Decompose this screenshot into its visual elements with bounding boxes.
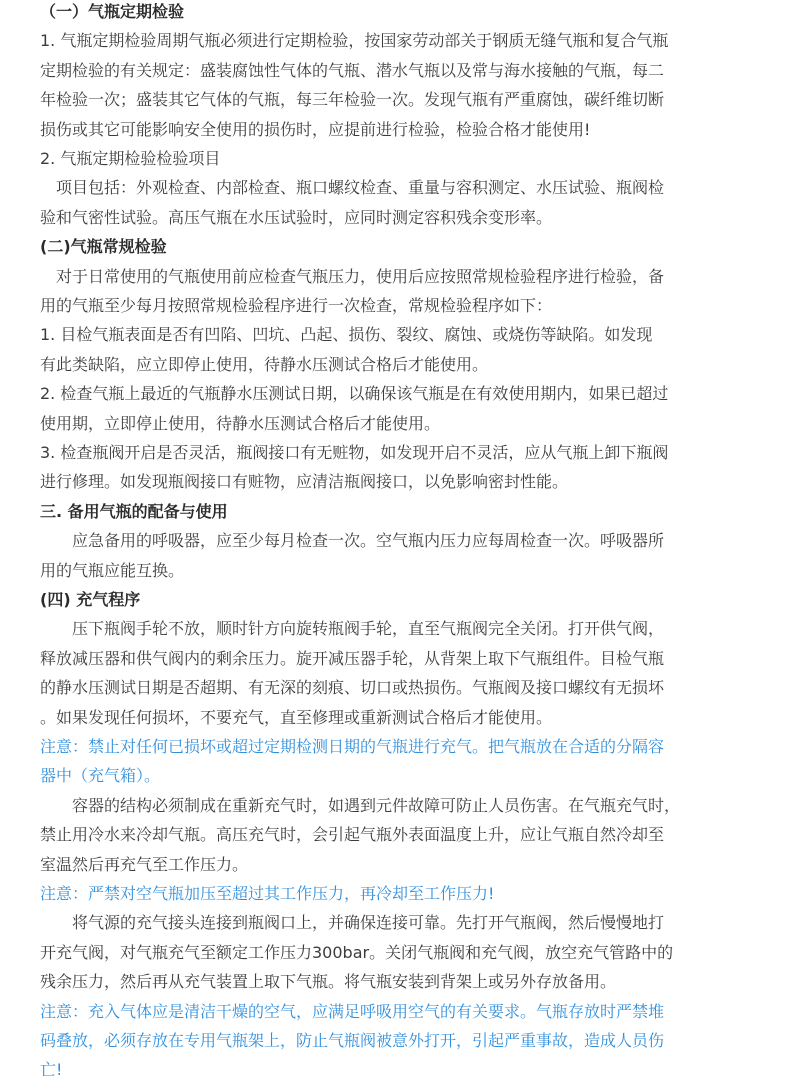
- text-line: 年检验一次；盛装其它气体的气瓶，每三年检验一次。发现气瓶有严重腐蚀，碳纤维切断: [40, 90, 665, 109]
- note-line: 注意：充入气体应是清洁干燥的空气，应满足呼吸用空气的有关要求。气瓶存放时严禁堆: [40, 1002, 665, 1021]
- text-line: 有此类缺陷，应立即停止使用，待静水压测试合格后才能使用。: [40, 355, 489, 374]
- text-line: 1. 目检气瓶表面是否有凹陷、凹坑、凸起、损伤、裂纹、腐蚀、或烧伤等缺陷。如发现: [40, 325, 653, 344]
- text-line: 释放减压器和供气阀内的剩余压力。旋开减压器手轮，从背架上取下气瓶组件。目检气瓶: [40, 649, 665, 668]
- section-heading: (二)气瓶常规检验: [40, 237, 167, 256]
- text-line: 3. 检查瓶阀开启是否灵活，瓶阀接口有无赃物，如发现开启不灵活，应从气瓶上卸下瓶阀: [40, 443, 669, 462]
- text-line: 2. 检查气瓶上最近的气瓶静水压测试日期，以确保该气瓶是在有效使用期内，如果已超过: [40, 384, 669, 403]
- text-line: 将气源的充气接头连接到瓶阀口上，并确保连接可靠。先打开气瓶阀，然后慢慢地打: [40, 913, 665, 932]
- note-line: 器中（充气箱）。: [40, 766, 161, 785]
- text-line: 禁止用冷水来冷却气瓶。高压充气时，会引起气瓶外表面温度上升，应让气瓶自然冷却至: [40, 825, 665, 844]
- text-line: 对于日常使用的气瓶使用前应检查气瓶压力，使用后应按照常规检验程序进行检验，备: [40, 267, 665, 286]
- text-line: 应急备用的呼吸器，应至少每月检查一次。空气瓶内压力应每周检查一次。呼吸器所: [40, 531, 665, 550]
- text-line: 压下瓶阀手轮不放，顺时针方向旋转瓶阀手轮，直至气瓶阀完全关闭。打开供气阀，: [40, 619, 665, 638]
- text-line: 项目包括：外观检查、内部检查、瓶口螺纹检查、重量与容积测定、水压试验、瓶阀检: [40, 178, 665, 197]
- note-line: 注意：严禁对空气瓶加压至超过其工作压力，再冷却至工作压力!: [40, 884, 495, 903]
- text-line: 1. 气瓶定期检验周期气瓶必须进行定期检验，按国家劳动部关于钢质无缝气瓶和复合气瓶: [40, 31, 669, 50]
- note-line: 注意：禁止对任何已损坏或超过定期检测日期的气瓶进行充气。把气瓶放在合适的分隔容: [40, 737, 665, 756]
- note-line: 亡!: [40, 1060, 63, 1079]
- note-line: 码叠放，必须存放在专用气瓶架上，防止气瓶阀被意外打开，引起严重事故，造成人员伤: [40, 1031, 665, 1050]
- section-heading: (四) 充气程序: [40, 590, 141, 609]
- section-heading: （一）气瓶定期检验: [40, 2, 185, 21]
- text-line: 容器的结构必须制成在重新充气时，如遇到元件故障可防止人员伤害。在气瓶充气时，: [40, 796, 681, 815]
- text-line: 。如果发现任何损坏，不要充气，直至修理或重新测试合格后才能使用。: [40, 708, 553, 727]
- text-line: 进行修理。如发现瓶阀接口有赃物，应清洁瓶阀接口，以免影响密封性能。: [40, 472, 569, 491]
- text-line: 用的气瓶至少每月按照常规检验程序进行一次检查，常规检验程序如下：: [40, 296, 553, 315]
- text-line: 损伤或其它可能影响安全使用的损伤时，应提前进行检验，检验合格才能使用!: [40, 120, 591, 139]
- text-line: 2. 气瓶定期检验检验项目: [40, 149, 221, 168]
- text-line: 残余压力，然后再从充气装置上取下气瓶。将气瓶安装到背架上或另外存放备用。: [40, 972, 617, 991]
- text-line: 定期检验的有关规定：盛装腐蚀性气体的气瓶、潜水气瓶以及常与海水接触的气瓶，每二: [40, 61, 665, 80]
- text-line: 的静水压测试日期是否超期、有无深的刻痕、切口或热损伤。气瓶阀及接口螺纹有无损坏: [40, 678, 665, 697]
- text-line: 使用期，立即停止使用，待静水压测试合格后才能使用。: [40, 414, 441, 433]
- text-line: 用的气瓶应能互换。: [40, 561, 185, 580]
- text-line: 室温然后再充气至工作压力。: [40, 855, 249, 874]
- text-line: 验和气密性试验。高压气瓶在水压试验时，应同时测定容积残余变形率。: [40, 208, 553, 227]
- section-heading: 三. 备用气瓶的配备与使用: [40, 502, 228, 521]
- text-line: 开充气阀，对气瓶充气至额定工作压力300bar。关闭气瓶阀和充气阀，放空充气管路中的: [40, 943, 674, 962]
